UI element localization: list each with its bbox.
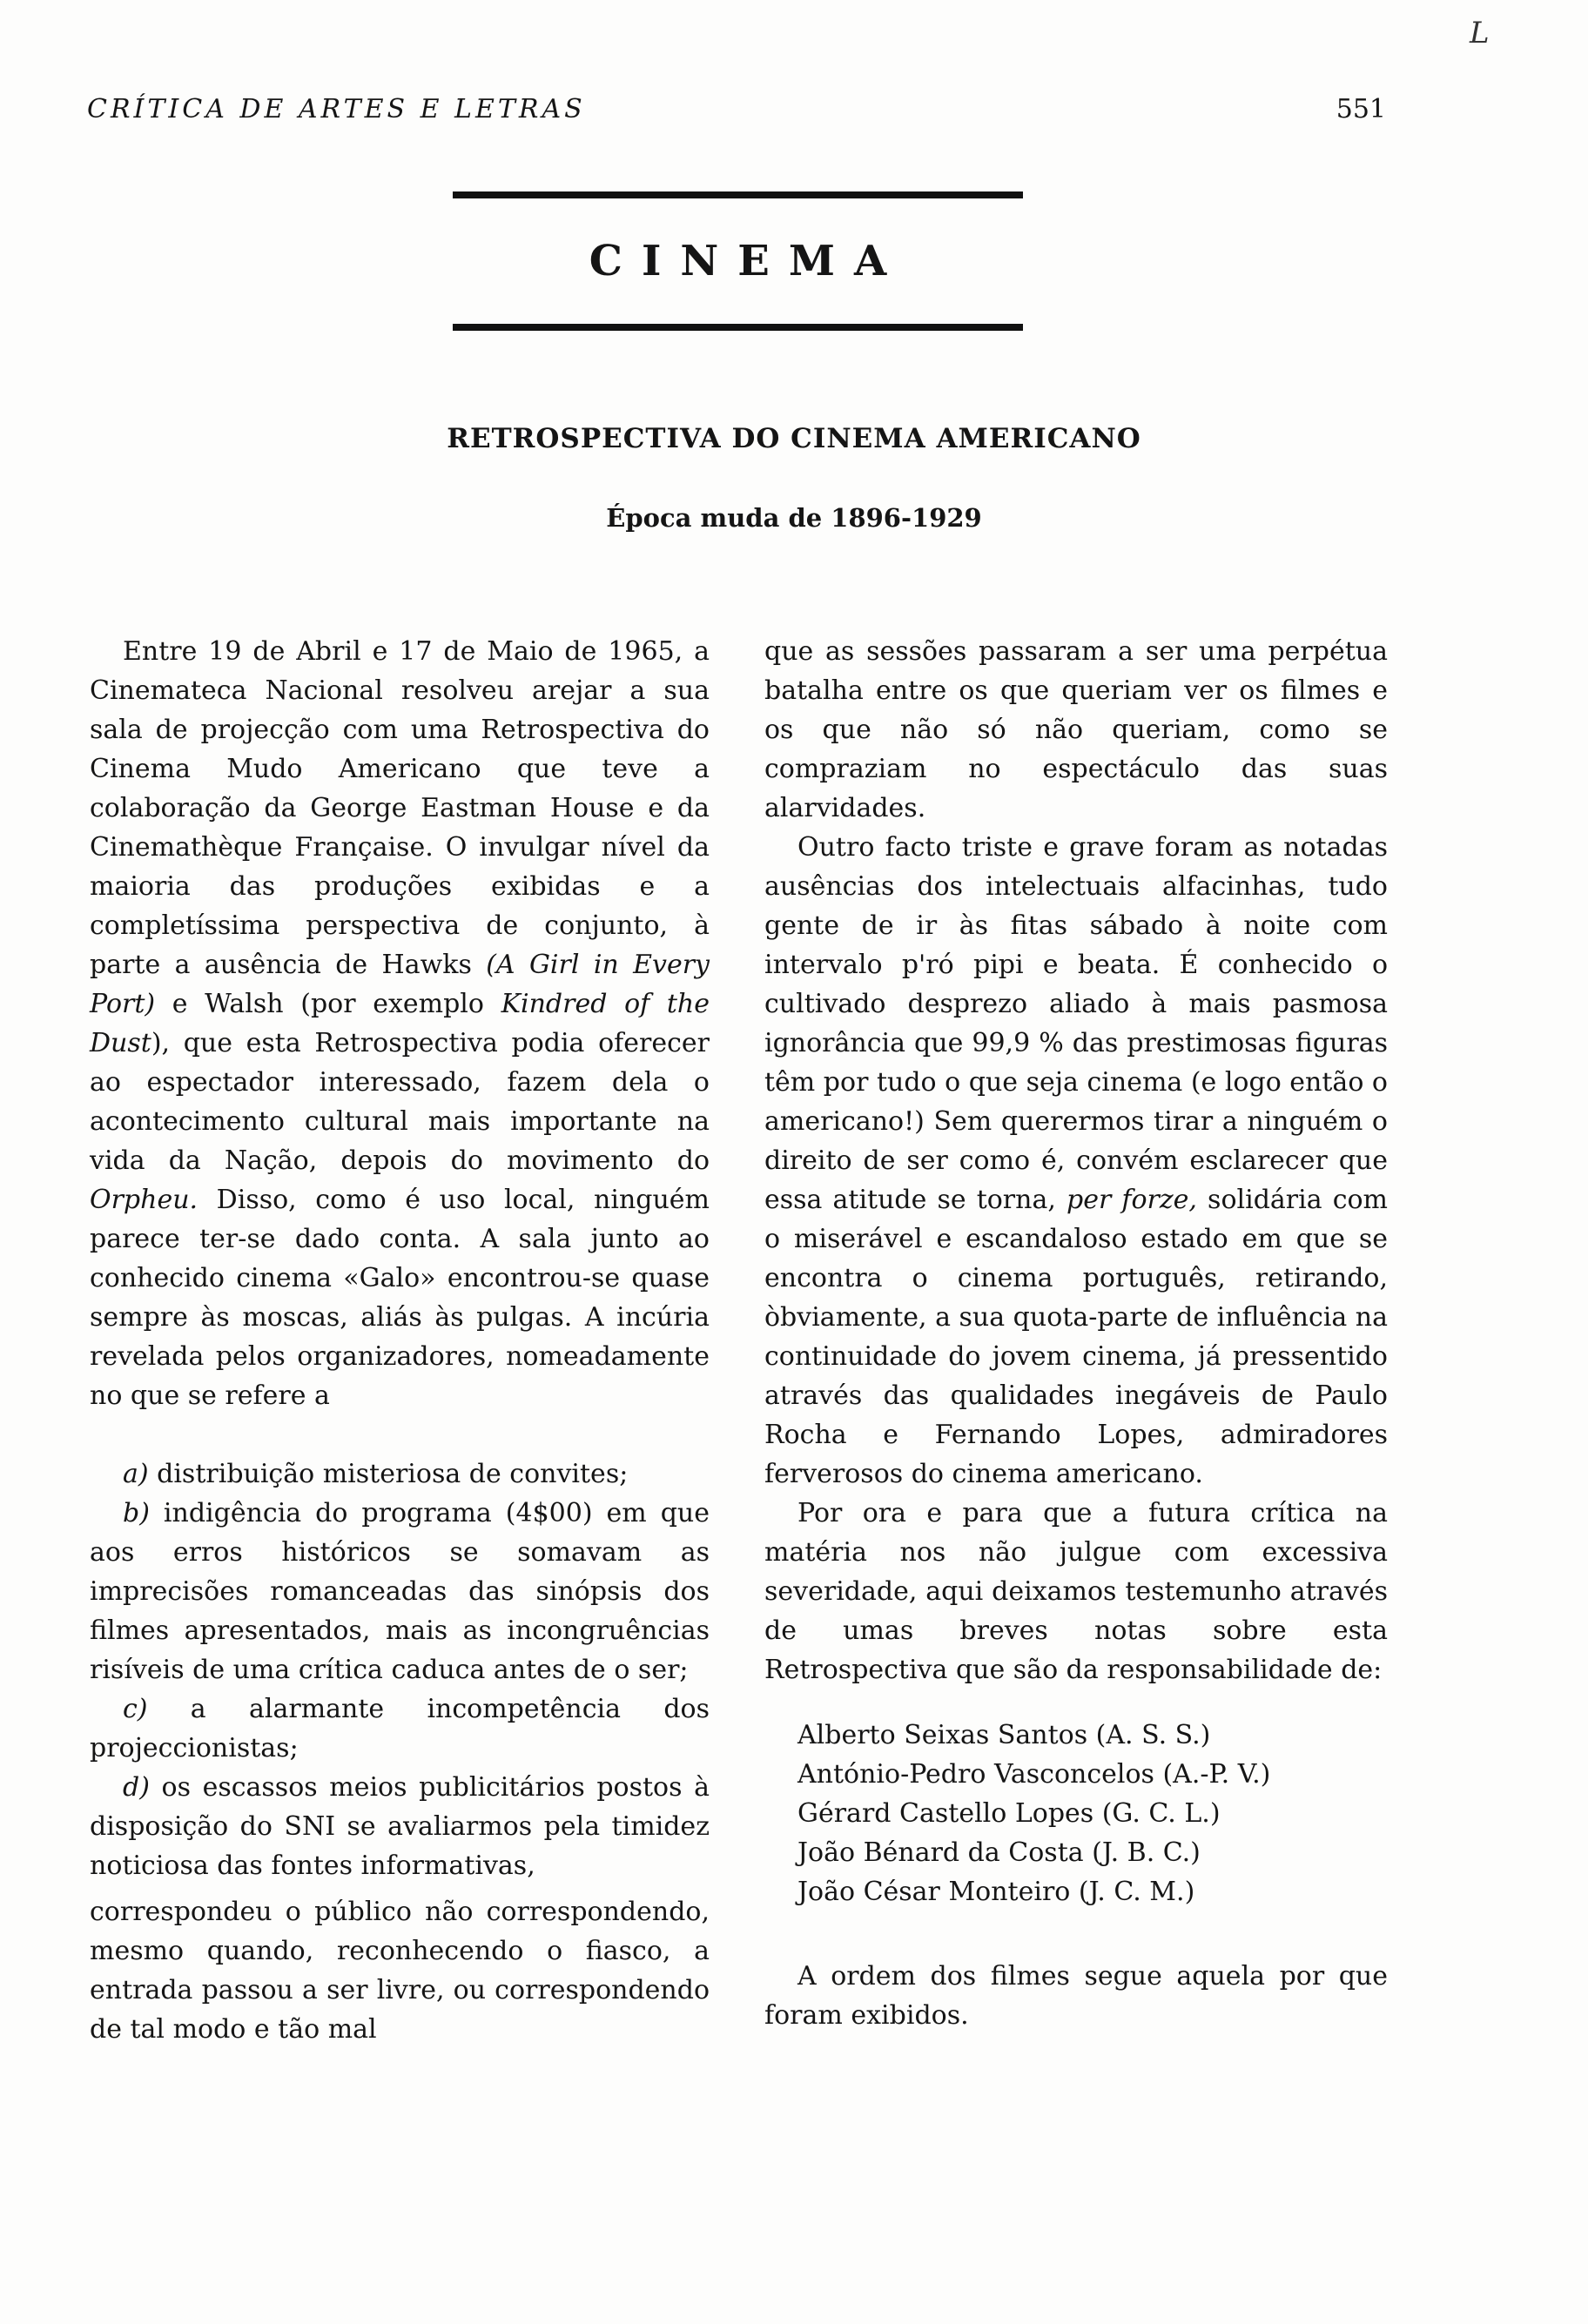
author-name: João César Monteiro (J. C. M.) (797, 1877, 1195, 1907)
page-header (87, 94, 1386, 129)
left-column (90, 632, 710, 2049)
list-item-c: c) a alarmante incompetência dos projeccionistas; (90, 1694, 710, 1763)
article-subheading: Época muda de 1896-1929 (606, 503, 982, 533)
continuation-paragraph: que as sessões passaram a ser uma perpétua batalha entre os que queriam ver os filmes e os que não só não queriam, como se compraziam no espectáculo das suas alarvidades. (764, 636, 1388, 823)
left-closing-paragraph: correspondeu o público não correspondendo, mesmo quando, reconhecendo o fiasco, a entrada passou a ser livre, ou correspondendo de tal modo e tão mal (90, 1897, 710, 2045)
author-list (764, 1716, 1388, 1911)
author-name: Alberto Seixas Santos (A. S. S.) (797, 1720, 1211, 1750)
bottom-rule (453, 324, 1023, 331)
absences-paragraph: Outro facto triste e grave foram as notadas ausências dos intelectuais alfacinhas, tudo gente de ir às fitas sábado à noite com intervalo p'ró pipi e beata. É conhecido o cultivado desprezo aliado à mais pasmosa ignorância que 99,9 % das prestimosas figuras têm por tudo o que seja cinema (e logo então o americano!) Sem querermos tirar a ninguém o direito de ser como é, convém esclarecer que essa atitude se torna, per forze, solidária com o miserável e escandaloso estado em que se encontra o cinema português, retirando, òbviamente, a sua quota-parte de influência na continuidade do jovem cinema, já pressentido através das qualidades inegáveis de Paulo Rocha e Fernando Lopes, admiradores ferverosos do cinema americano. (764, 832, 1388, 1489)
intro-paragraph: Entre 19 de Abril e 17 de Maio de 1965, a Cinemateca Nacional resolveu arejar a sua sala de projecção com uma Retrospectiva do Cinema Mudo Americano que teve a colaboração da George Eastman House e da Cinemathèque Française. O invulgar nível da maioria das produções exibidas e a completíssima perspectiva de conjunto, à parte a ausência de Hawks (A Girl in Every Port) e Walsh (por exemplo Kindred of the Dust), que esta Retrospectiva podia oferecer ao espectador interessado, fazem dela o acontecimento cultural mais importante na vida da Nação, depois do movimento do Orpheu. Disso, como é uso local, ninguém parece ter-se dado conta. A sala junto ao conhecido cinema «Galo» encontrou-se quase sempre às moscas, aliás às pulgas. A incúria revelada pelos organizadores, nomeadamente no que se refere a (90, 636, 710, 1411)
list-item-b: b) indigência do programa (4$00) em que aos erros históricos se somavam as imprecisões romanceadas das sinópsis dos filmes apresentados, mais as incongruências risíveis de uma crítica caduca antes de o ser; (90, 1498, 710, 1685)
author-name: António-Pedro Vasconcelos (A.-P. V.) (797, 1759, 1271, 1790)
handwritten-mark: L (1470, 16, 1490, 50)
author-name: Gérard Castello Lopes (G. C. L.) (797, 1798, 1221, 1829)
list-item-a: a) distribuição misteriosa de convites; (123, 1459, 629, 1489)
list-item-d: d) os escassos meios publicitários postos à disposição do SNI se avaliarmos pela timidez noticiosa das fontes informativas, (90, 1772, 710, 1881)
top-rule (453, 191, 1023, 198)
article-heading: RETROSPECTIVA DO CINEMA AMERICANO (447, 423, 1141, 454)
page-number: 551 (1336, 94, 1386, 124)
responsibility-paragraph: Por ora e para que a futura crítica na matéria nos não julgue com excessiva severidade, aqui deixamos testemunho através de umas breves notas sobre esta Retrospectiva que são da responsabilidade de: (764, 1498, 1388, 1685)
right-column (764, 632, 1388, 2035)
closing-note: A ordem dos filmes segue aquela por que foram exibidos. (764, 1961, 1388, 2031)
section-title: CINEMA (589, 237, 906, 285)
author-name: João Bénard da Costa (J. B. C.) (797, 1837, 1201, 1868)
running-title: CRÍTICA DE ARTES E LETRAS (87, 94, 586, 124)
